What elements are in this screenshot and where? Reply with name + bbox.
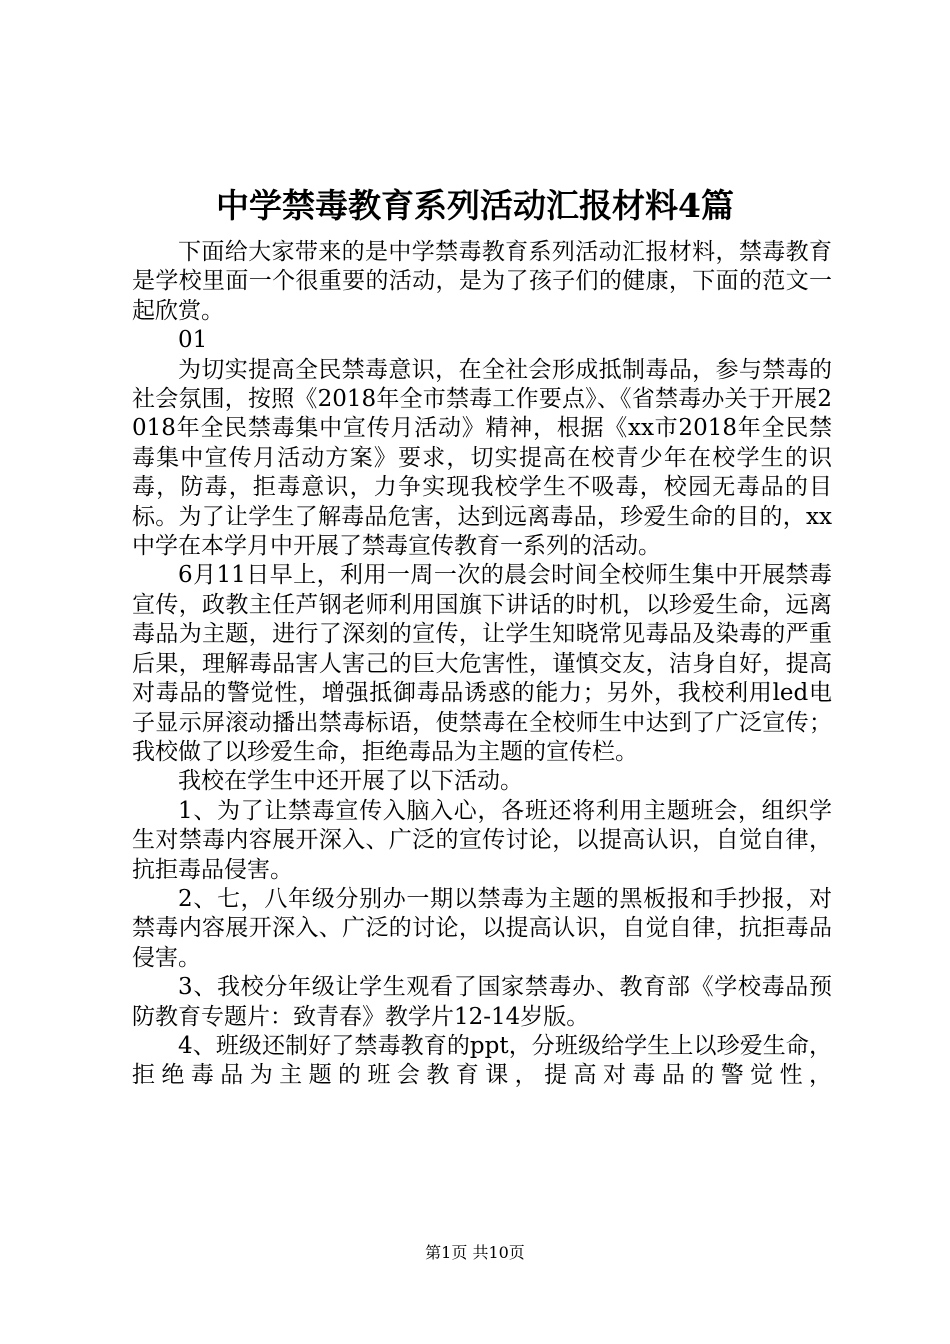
list-item: 2、七，八年级分别办一期以禁毒为主题的黑板报和手抄报，对禁毒内容展开深入、广泛的讨论，以提高认识，自觉自律，抗拒毒品侵害。 [132,885,832,971]
intro-paragraph: 下面给大家带来的是中学禁毒教育系列活动汇报材料，禁毒教育是学校里面一个很重要的活动，是为了孩子们的健康，下面的范文一起欣赏。 [132,239,832,324]
document-body [132,238,832,1091]
body-paragraph: 我校在学生中还开展了以下活动。 [178,768,523,795]
list-item: 1、为了让禁毒宣传入脑入心，各班还将利用主题班会，组织学生对禁毒内容展开深入、广泛的宣传讨论，以提高认识，自觉自律，抗拒毒品侵害。 [132,797,832,883]
page-footer: 第1页 共10页 [425,1243,525,1262]
section-number: 01 [178,327,208,354]
document-title: 中学禁毒教育系列活动汇报材料4篇 [216,186,734,225]
list-item: 4、班级还制好了禁毒教育的ppt，分班级给学生上以珍爱生命，拒绝毒品为主题的班会教育课，提高对毒品的警觉性， [132,1032,832,1089]
body-paragraph: 为切实提高全民禁毒意识，在全社会形成抵制毒品，参与禁毒的社会氛围，按照《2018年全市禁毒工作要点》、《省禁毒办关于开展2018年全民禁毒集中宣传月活动》精神，根据《xx市2018年全民禁毒集中宣传月活动方案》要求，切实提高在校青少年在校学生的识毒，防毒，拒毒意识，力争实现我校学生不吸毒，校园无毒品的目标。为了让学生了解毒品危害，达到远离毒品，珍爱生命的目的，xx中学在本学月中开展了禁毒宣传教育一系列的活动。 [132,356,832,560]
body-paragraph: 6月11日早上，利用一周一次的晨会时间全校师生集中开展禁毒宣传，政教主任芦钢老师利用国旗下讲话的时机，以珍爱生命，远离毒品为主题，进行了深刻的宣传，让学生知晓常见毒品及染毒的严重后果，理解毒品害人害己的巨大危害性，谨慎交友，洁身自好，提高对毒品的警觉性，增强抵御毒品诱惑的能力；另外，我校利用led电子显示屏滚动播出禁毒标语，使禁毒在全校师生中达到了广泛宣传；我校做了以珍爱生命，拒绝毒品为主题的宣传栏。 [132,562,832,765]
list-item: 3、我校分年级让学生观看了国家禁毒办、教育部《学校毒品预防教育专题片：致青春》教学片12-14岁版。 [132,974,832,1030]
